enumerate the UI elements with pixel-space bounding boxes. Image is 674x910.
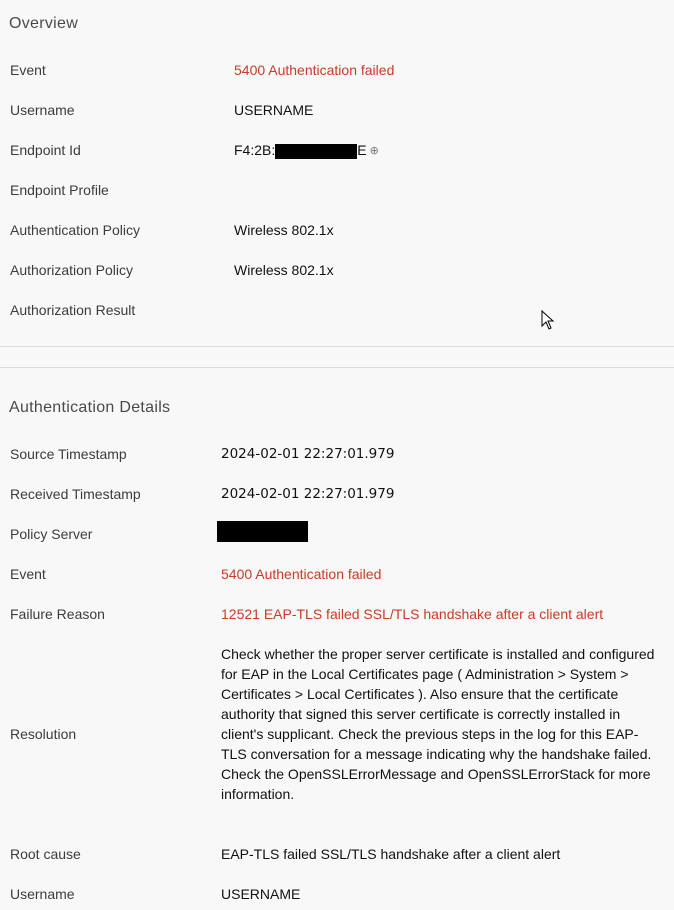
overview-title: Overview <box>9 15 79 32</box>
resolution-label: Resolution <box>10 726 77 742</box>
authz-policy-label: Authorization Policy <box>10 262 133 278</box>
received-ts-value: 2024-02-01 22:27:01.979 <box>221 486 395 502</box>
section-divider-bottom <box>0 367 674 368</box>
auth-policy-value: Wireless 802.1x <box>234 222 334 238</box>
endpoint-id-prefix: F4:2B: <box>234 142 276 158</box>
details-event-value: 5400 Authentication failed <box>221 566 382 582</box>
source-ts-value: 2024-02-01 22:27:01.979 <box>221 446 395 462</box>
auth-details-title: Authentication Details <box>9 399 171 416</box>
authz-result-label: Authorization Result <box>10 302 136 318</box>
details-username-value: USERNAME <box>221 886 301 902</box>
authz-policy-value: Wireless 802.1x <box>234 262 334 278</box>
details-event-label: Event <box>10 566 46 582</box>
endpoint-id-label: Endpoint Id <box>10 142 81 158</box>
endpoint-id-suffix: E <box>357 142 367 158</box>
auth-policy-label: Authentication Policy <box>10 222 140 238</box>
policy-server-label: Policy Server <box>10 526 93 542</box>
root-cause-value: EAP-TLS failed SSL/TLS handshake after a client alert <box>221 846 561 862</box>
received-ts-label: Received Timestamp <box>10 486 141 502</box>
details-username-label: Username <box>10 886 75 902</box>
username-value: USERNAME <box>234 102 314 118</box>
source-ts-label: Source Timestamp <box>10 446 127 462</box>
failure-reason-value: 12521 EAP-TLS failed SSL/TLS handshake after a client alert <box>221 606 604 622</box>
endpoint-id-value[interactable] <box>234 142 379 159</box>
username-label: Username <box>10 102 75 118</box>
target-icon[interactable]: ⊕ <box>369 145 379 157</box>
mouse-cursor-icon <box>541 310 555 330</box>
endpoint-profile-label: Endpoint Profile <box>10 182 109 198</box>
event-label: Event <box>10 62 46 78</box>
failure-reason-label: Failure Reason <box>10 606 105 622</box>
event-value: 5400 Authentication failed <box>234 62 395 78</box>
policy-server-redacted <box>217 521 308 542</box>
root-cause-label: Root cause <box>10 846 81 862</box>
resolution-value: Check whether the proper server certificate is installed and configured for EAP in the Local Certificates page ( Administration > System > Certificates > Local Certificates ). Also ensure that the certificate authority that signed this server certificate is correctly installed in client's supplicant. Check the previous steps in the log for this EAP-TLS conversation for a message indicating why the handshake failed. Check the OpenSSLErrorMessage and OpenSSLErrorStack for more information. <box>221 646 655 802</box>
redacted-block <box>275 144 357 159</box>
section-divider-top <box>0 346 674 347</box>
